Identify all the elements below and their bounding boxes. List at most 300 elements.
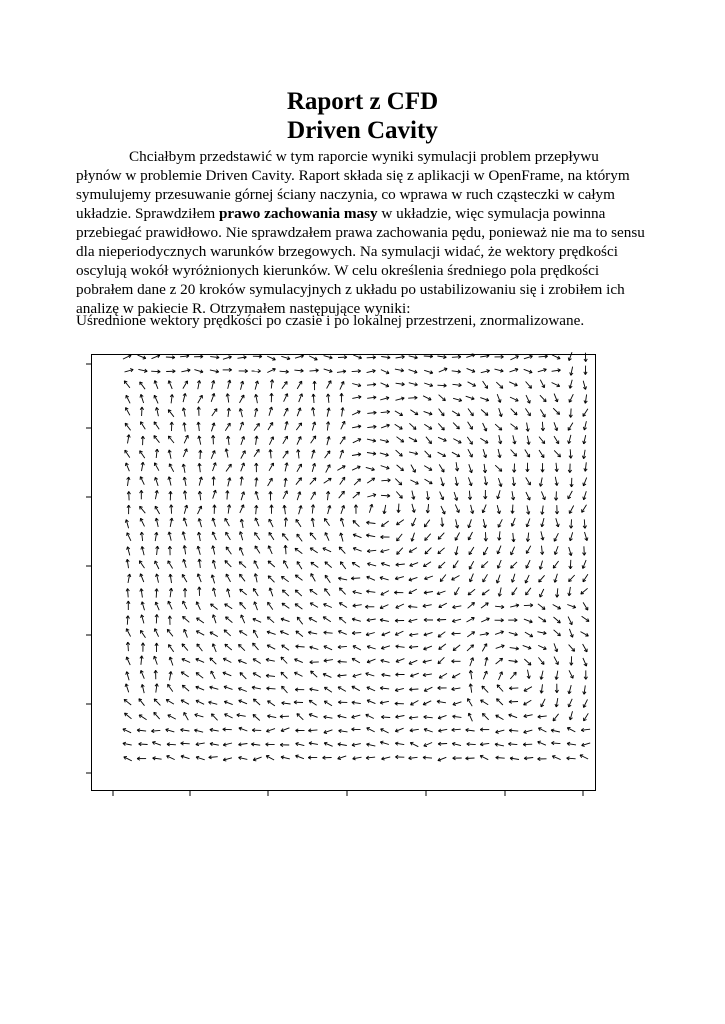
velocity-arrow [397, 534, 403, 541]
velocity-arrow [354, 505, 357, 514]
velocity-arrow [266, 674, 275, 677]
velocity-arrow [381, 659, 390, 662]
velocity-arrow [325, 589, 330, 596]
velocity-arrow [425, 479, 433, 484]
velocity-arrow [538, 728, 546, 732]
arrow-head [485, 525, 486, 528]
arrow-head [529, 511, 530, 514]
velocity-arrow [156, 546, 159, 555]
velocity-arrow [126, 629, 130, 637]
velocity-arrow [138, 355, 146, 359]
velocity-arrow [511, 562, 517, 568]
velocity-arrow [340, 450, 344, 459]
velocity-arrow [184, 712, 189, 720]
velocity-arrow [381, 715, 390, 718]
velocity-arrow [569, 519, 572, 528]
velocity-arrow [123, 355, 131, 359]
velocity-arrow [237, 714, 246, 717]
velocity-arrow [169, 588, 172, 597]
velocity-arrow [210, 686, 219, 689]
velocity-arrow [125, 463, 129, 471]
arrow-head [514, 497, 515, 500]
velocity-arrow [551, 741, 560, 744]
arrow-head [453, 607, 456, 608]
velocity-arrow [468, 713, 472, 721]
velocity-arrow [325, 575, 330, 583]
velocity-arrow [409, 756, 418, 759]
velocity-arrow [141, 630, 146, 637]
arrow-head [352, 745, 355, 746]
velocity-arrow [327, 394, 330, 403]
arrow-head [401, 397, 404, 398]
velocity-arrow [380, 741, 389, 744]
velocity-arrow [366, 590, 375, 593]
arrow-head [409, 622, 412, 623]
velocity-arrow [367, 356, 376, 359]
velocity-arrow [583, 381, 586, 390]
velocity-arrow [468, 449, 473, 457]
velocity-arrow [123, 729, 131, 733]
velocity-arrow [425, 534, 431, 541]
arrow-head [183, 423, 184, 426]
velocity-arrow [452, 355, 461, 358]
velocity-arrow [168, 616, 171, 625]
velocity-arrow [480, 398, 489, 402]
velocity-arrow [352, 453, 361, 456]
velocity-arrow [125, 713, 132, 719]
velocity-arrow [497, 685, 503, 692]
velocity-arrow [281, 356, 290, 359]
velocity-arrow [569, 711, 572, 720]
velocity-arrow [510, 672, 516, 679]
velocity-arrow [166, 356, 175, 359]
velocity-arrow [438, 533, 444, 540]
velocity-arrow [338, 687, 346, 692]
arrow-head [538, 717, 541, 718]
velocity-arrow [227, 408, 230, 417]
arrow-head [255, 491, 256, 494]
velocity-arrow [295, 590, 302, 596]
velocity-arrow [197, 422, 200, 431]
velocity-arrow [511, 450, 517, 457]
velocity-arrow [167, 629, 173, 636]
arrow-shaft [268, 576, 274, 583]
velocity-arrow [297, 617, 302, 624]
velocity-arrow [467, 743, 476, 746]
velocity-arrow [397, 504, 400, 513]
velocity-arrow [197, 380, 200, 389]
velocity-arrow [155, 589, 158, 598]
arrow-head [468, 594, 471, 595]
velocity-arrow [268, 701, 275, 706]
velocity-arrow [239, 644, 245, 650]
velocity-arrow [540, 589, 544, 597]
velocity-arrow [395, 702, 404, 705]
velocity-arrow [365, 605, 374, 608]
velocity-arrow [467, 618, 475, 623]
velocity-arrow [453, 398, 462, 401]
velocity-arrow [555, 505, 558, 514]
velocity-arrow [367, 563, 376, 566]
velocity-arrow [524, 687, 532, 692]
velocity-arrow [380, 701, 389, 704]
velocity-arrow [167, 755, 175, 759]
velocity-arrow [154, 670, 157, 679]
velocity-arrow [126, 642, 129, 651]
velocity-arrow [181, 700, 189, 704]
velocity-arrow [311, 574, 316, 582]
velocity-arrow [152, 355, 160, 359]
arrow-head [487, 370, 490, 371]
velocity-arrow [482, 590, 489, 595]
arrow-head [240, 519, 241, 522]
velocity-arrow [380, 577, 389, 580]
velocity-arrow [310, 478, 316, 485]
velocity-arrow [196, 631, 204, 636]
arrow-head [529, 676, 530, 679]
velocity-arrow [269, 463, 274, 471]
arrow-shaft [224, 630, 231, 636]
arrow-head [501, 631, 504, 632]
velocity-arrow [554, 546, 558, 555]
arrow-head [140, 532, 141, 535]
velocity-arrow [338, 715, 347, 718]
velocity-arrow [409, 660, 417, 664]
velocity-arrow [196, 756, 205, 760]
arrow-head [182, 644, 183, 647]
arrow-head [573, 634, 574, 637]
velocity-arrow [395, 688, 404, 691]
velocity-arrow [509, 729, 518, 732]
velocity-arrow [211, 451, 215, 459]
velocity-arrow [581, 632, 589, 637]
velocity-arrow [569, 575, 575, 582]
velocity-arrow [239, 547, 243, 555]
velocity-arrow [467, 368, 475, 372]
velocity-arrow [226, 464, 231, 471]
paragraph-emphasis: prawo zachowania masy [218, 205, 378, 222]
velocity-arrow [511, 574, 515, 583]
velocity-arrow [140, 518, 144, 526]
velocity-arrow [453, 645, 460, 651]
velocity-arrow [281, 672, 287, 678]
velocity-arrow [226, 547, 231, 554]
arrow-head [353, 606, 356, 607]
velocity-arrow [568, 587, 571, 596]
velocity-arrow [584, 366, 587, 375]
velocity-arrow [380, 397, 389, 400]
velocity-arrow [155, 449, 158, 458]
velocity-arrow [554, 630, 561, 636]
velocity-arrow [240, 589, 247, 595]
velocity-arrow [324, 730, 333, 734]
velocity-arrow [311, 436, 316, 443]
velocity-arrow [511, 491, 514, 500]
velocity-arrow [567, 728, 575, 732]
velocity-arrow [524, 659, 531, 665]
velocity-arrow [425, 451, 431, 458]
velocity-arrow [297, 562, 302, 570]
arrow-head [410, 676, 413, 677]
velocity-arrow [569, 532, 572, 541]
arrow-head [587, 538, 588, 541]
velocity-arrow [198, 587, 201, 596]
velocity-arrow [167, 743, 176, 746]
velocity-arrow [583, 491, 587, 500]
velocity-arrow [539, 561, 542, 570]
arrow-head [343, 370, 346, 371]
velocity-arrow [169, 657, 173, 666]
velocity-arrow [198, 436, 201, 445]
velocity-arrow [209, 756, 218, 759]
velocity-arrow [213, 463, 217, 471]
velocity-arrow [367, 728, 375, 732]
velocity-arrow [423, 604, 432, 607]
arrow-shaft [524, 605, 533, 606]
velocity-arrow [253, 355, 262, 358]
velocity-arrow [409, 577, 418, 581]
velocity-arrow [482, 686, 488, 693]
velocity-arrow [452, 728, 461, 731]
velocity-arrow [554, 617, 561, 623]
velocity-arrow [525, 450, 530, 458]
velocity-arrow [424, 576, 433, 580]
arrow-head [444, 427, 445, 430]
velocity-arrow [169, 574, 172, 583]
arrow-head [282, 686, 283, 689]
arrow-shaft [511, 409, 517, 415]
arrow-head [402, 355, 405, 356]
vector-field-plot [60, 330, 660, 810]
velocity-arrow [226, 491, 229, 500]
velocity-arrow [395, 479, 401, 485]
velocity-arrow [339, 547, 345, 554]
velocity-arrow [341, 408, 344, 417]
velocity-arrow [326, 422, 329, 431]
velocity-arrow [480, 755, 488, 759]
velocity-arrow [495, 369, 504, 372]
velocity-arrow [198, 506, 202, 514]
arrow-shaft [225, 561, 231, 567]
velocity-arrow [198, 491, 201, 500]
arrow-head [141, 684, 142, 687]
velocity-arrow [499, 408, 503, 417]
velocity-arrow [583, 478, 587, 486]
velocity-arrow [510, 397, 518, 401]
velocity-arrow [570, 367, 573, 376]
arrow-head [480, 745, 483, 746]
velocity-arrow [524, 604, 533, 607]
arrow-head [409, 635, 412, 636]
velocity-arrow [510, 368, 519, 372]
velocity-arrow [381, 535, 390, 538]
velocity-arrow [168, 477, 171, 486]
velocity-arrow [481, 603, 488, 608]
velocity-arrow [381, 479, 390, 482]
velocity-arrow [498, 478, 502, 487]
velocity-arrow [308, 729, 317, 732]
velocity-arrow [381, 563, 390, 567]
velocity-arrow [469, 574, 473, 582]
velocity-arrow [353, 547, 361, 551]
velocity-arrow [468, 422, 473, 430]
velocity-arrow [323, 548, 331, 552]
velocity-arrow [555, 463, 558, 472]
velocity-arrow [340, 562, 345, 569]
arrow-head [310, 533, 311, 536]
velocity-arrow [168, 715, 176, 719]
arrow-head [155, 518, 156, 521]
velocity-arrow [353, 604, 362, 607]
velocity-arrow [282, 702, 291, 705]
velocity-arrow [412, 491, 415, 500]
velocity-arrow [239, 756, 248, 759]
velocity-arrow [583, 421, 586, 430]
velocity-arrow [524, 730, 533, 733]
velocity-arrow [239, 532, 242, 541]
velocity-arrow [538, 645, 546, 649]
velocity-arrow [310, 533, 316, 540]
velocity-arrow [284, 408, 288, 416]
velocity-arrow [225, 714, 233, 718]
arrow-head [282, 534, 283, 537]
velocity-arrow [540, 380, 544, 388]
velocity-arrow [227, 436, 230, 445]
velocity-arrow [553, 561, 558, 568]
velocity-arrow [395, 742, 404, 745]
velocity-arrow [194, 355, 203, 358]
arrow-head [501, 441, 502, 444]
velocity-arrow [310, 688, 319, 691]
arrow-head [458, 525, 459, 528]
velocity-arrow [127, 435, 130, 444]
arrow-head [410, 566, 413, 567]
velocity-arrow [328, 505, 331, 514]
velocity-arrow [183, 588, 186, 597]
velocity-arrow [569, 629, 573, 637]
arrow-head [557, 428, 558, 431]
velocity-arrow [367, 425, 376, 428]
velocity-arrow [181, 672, 189, 677]
velocity-arrow [439, 673, 447, 678]
velocity-arrow [183, 616, 190, 622]
velocity-arrow [483, 449, 487, 458]
velocity-arrow [439, 395, 446, 401]
velocity-arrow [526, 560, 530, 568]
velocity-arrow [296, 729, 305, 732]
document-subtitle: Driven Cavity [287, 117, 438, 144]
velocity-arrow [151, 370, 160, 373]
arrow-head [486, 354, 489, 355]
velocity-arrow [512, 533, 515, 542]
velocity-arrow [168, 561, 173, 569]
arrow-head [169, 574, 170, 577]
figure-caption: Uśrednione wektory prędkości po czasie i po lokalnej przestrzeni, znormalizowane. [76, 312, 585, 329]
velocity-arrow [568, 435, 571, 444]
arrow-head [183, 545, 184, 548]
velocity-arrow [241, 451, 246, 459]
velocity-arrow [156, 574, 159, 583]
velocity-arrow [481, 618, 489, 622]
velocity-arrow [583, 546, 586, 555]
arrow-head [226, 394, 227, 397]
arrow-head [452, 689, 455, 690]
velocity-arrow [212, 560, 215, 569]
arrow-head [367, 662, 370, 663]
velocity-arrow [452, 411, 460, 416]
velocity-arrow [253, 630, 258, 638]
velocity-arrow [225, 518, 230, 526]
velocity-arrow [409, 645, 418, 648]
velocity-arrow [567, 605, 575, 609]
velocity-arrow [496, 715, 504, 720]
velocity-arrow [426, 437, 432, 444]
velocity-arrow [438, 757, 446, 761]
velocity-arrow [324, 701, 332, 706]
velocity-arrow [568, 699, 572, 707]
velocity-arrow [437, 618, 446, 621]
velocity-arrow [196, 602, 200, 610]
velocity-arrow [239, 369, 248, 372]
arrow-head [497, 685, 498, 688]
velocity-arrow [251, 743, 260, 746]
velocity-arrow [468, 409, 473, 416]
velocity-arrow [155, 643, 158, 652]
arrow-head [212, 560, 213, 563]
arrow-head [338, 676, 341, 677]
velocity-arrow [212, 644, 216, 652]
velocity-arrow [499, 672, 503, 680]
velocity-arrow [538, 617, 545, 622]
velocity-arrow [123, 742, 132, 745]
velocity-arrow [441, 518, 444, 527]
arrow-head [402, 495, 403, 498]
velocity-arrow [481, 700, 489, 705]
velocity-vectors [123, 352, 590, 761]
velocity-arrow [240, 673, 246, 679]
velocity-arrow [438, 437, 446, 441]
velocity-arrow [254, 423, 259, 430]
velocity-arrow [269, 532, 274, 540]
arrow-head [428, 497, 429, 500]
velocity-arrow [137, 729, 146, 732]
arrow-head [531, 385, 532, 388]
velocity-arrow [523, 743, 532, 746]
velocity-arrow [309, 742, 318, 745]
velocity-arrow [269, 519, 273, 527]
velocity-arrow [212, 532, 216, 540]
velocity-arrow [212, 409, 217, 416]
velocity-arrow [569, 380, 572, 389]
velocity-arrow [137, 757, 146, 760]
velocity-arrow [569, 394, 573, 402]
velocity-arrow [409, 452, 418, 455]
velocity-arrow [568, 685, 571, 694]
velocity-arrow [213, 505, 216, 514]
velocity-arrow [125, 423, 130, 430]
velocity-arrow [440, 492, 444, 500]
velocity-arrow [568, 464, 571, 473]
arrow-head [126, 559, 127, 562]
velocity-arrow [266, 729, 275, 733]
velocity-arrow [556, 518, 559, 527]
velocity-arrow [509, 632, 518, 635]
velocity-arrow [353, 674, 362, 678]
velocity-arrow [199, 450, 202, 459]
velocity-arrow [410, 729, 419, 732]
velocity-arrow [183, 477, 186, 486]
velocity-arrow [211, 423, 215, 432]
